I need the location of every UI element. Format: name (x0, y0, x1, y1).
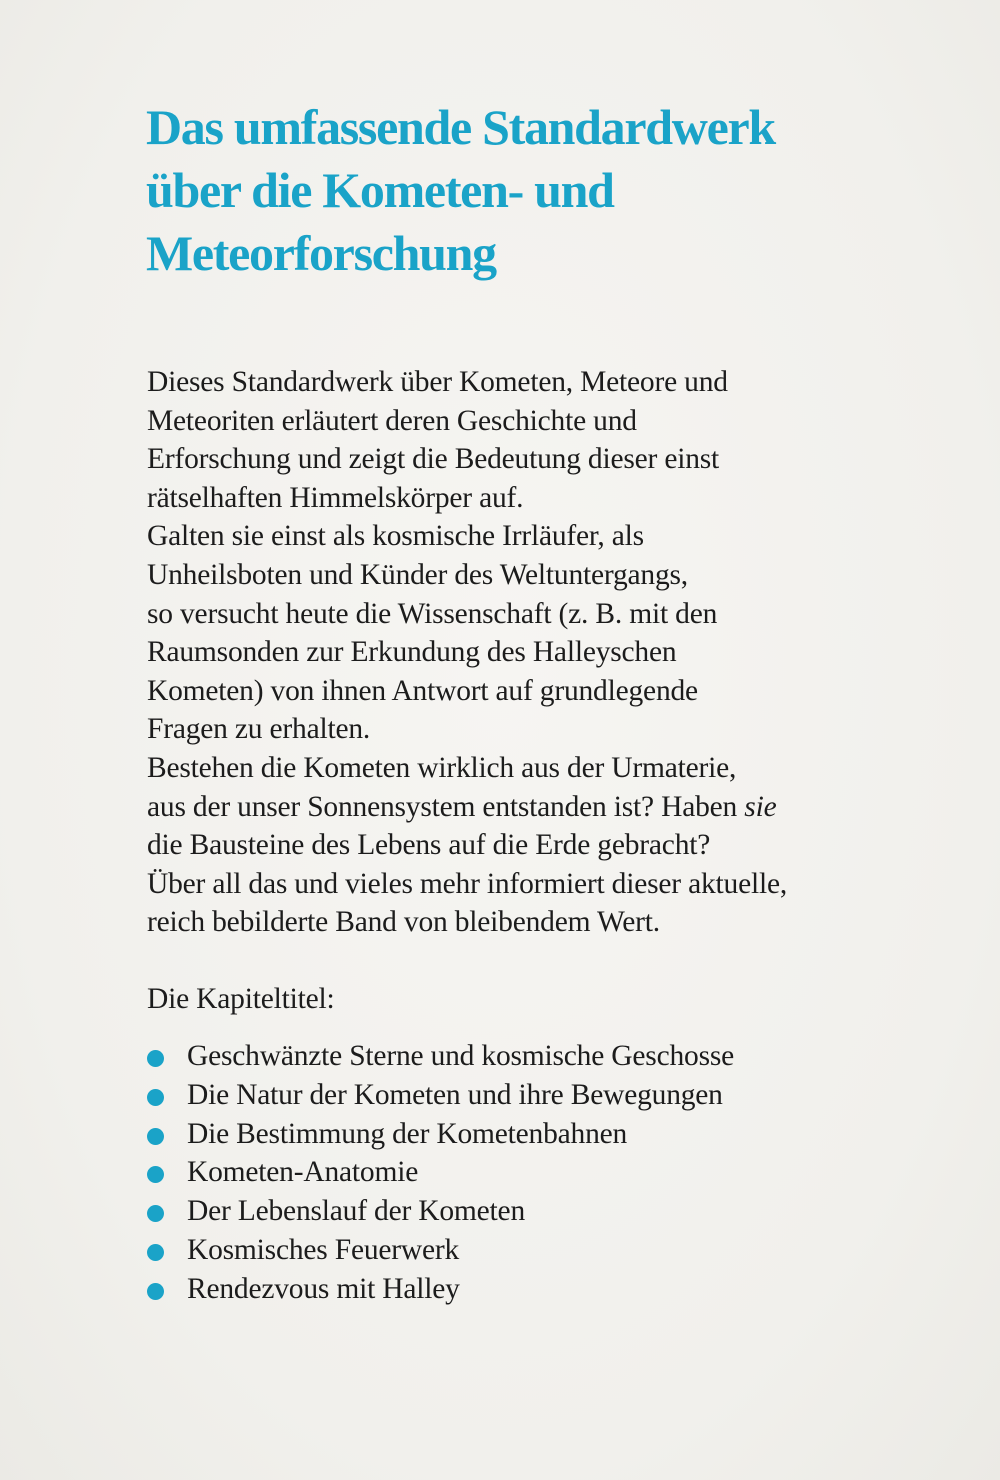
bullet-dot-icon (147, 1283, 164, 1300)
chapter-title: Der Lebenslauf der Kometen (187, 1195, 525, 1228)
description-line: Unheilsboten und Künder des Weltuntergangs, (147, 558, 688, 591)
description-segment: aus der unser Sonnensystem entstanden ist? Haben (147, 790, 738, 823)
chapter-item (147, 1153, 734, 1192)
description-italic-word: sie (744, 790, 777, 823)
chapters-heading: Die Kapiteltitel: (147, 983, 335, 1015)
chapter-title: Die Bestimmung der Kometenbahnen (187, 1117, 628, 1150)
headline-line: über die Kometen- und (146, 162, 614, 218)
chapter-item (147, 1192, 734, 1231)
bullet-dot-icon (147, 1128, 164, 1145)
description-line: die Bausteine des Lebens auf die Erde gebracht? (147, 829, 711, 862)
headline (146, 96, 946, 285)
bullet-dot-icon (147, 1050, 164, 1067)
headline-line: Das umfassende Standardwerk (146, 99, 775, 155)
description-line: Galten sie einst als kosmische Irrläufer, als (147, 520, 644, 553)
bullet-dot-icon (147, 1205, 164, 1222)
chapter-title: Die Natur der Kometen und ihre Bewegungen (187, 1078, 723, 1111)
chapter-title: Rendezvous mit Halley (187, 1272, 460, 1305)
chapter-item (147, 1231, 734, 1270)
chapter-item (147, 1270, 734, 1309)
description-line: Über all das und vieles mehr informiert dieser aktuelle, (147, 867, 788, 900)
description-line: Dieses Standardwerk über Kometen, Meteore und (147, 366, 728, 398)
chapter-list (147, 1037, 734, 1309)
description-line (147, 788, 947, 827)
description-line: Bestehen die Kometen wirklich aus der Urmaterie, (147, 751, 737, 784)
chapter-item (147, 1115, 734, 1154)
bullet-dot-icon (147, 1089, 164, 1106)
chapter-title: Kosmisches Feuerwerk (187, 1233, 460, 1266)
chapter-item (147, 1037, 734, 1076)
description-line: so versucht heute die Wissenschaft (z. B. mit den (147, 597, 718, 630)
description-line: Erforschung und zeigt die Bedeutung dieser einst (147, 443, 720, 476)
description-text (147, 363, 947, 942)
chapter-item (147, 1076, 734, 1115)
chapter-title: Geschwänzte Sterne und kosmische Geschosse (187, 1040, 735, 1072)
bullet-dot-icon (147, 1244, 164, 1261)
bullet-dot-icon (147, 1166, 164, 1183)
description-line: rätselhaften Himmelskörper auf. (147, 481, 524, 514)
headline-line: Meteorforschung (146, 225, 496, 281)
description-line: reich bebilderte Band von bleibendem Wert. (147, 906, 660, 939)
description-line: Raumsonden zur Erkundung des Halleyschen (147, 636, 677, 669)
chapter-title: Kometen-Anatomie (187, 1156, 419, 1189)
description-line: Kometen) von ihnen Antwort auf grundlegende (147, 674, 698, 707)
description-line: Meteoriten erläutert deren Geschichte und (147, 404, 637, 437)
description-line: Fragen zu erhalten. (147, 713, 371, 746)
